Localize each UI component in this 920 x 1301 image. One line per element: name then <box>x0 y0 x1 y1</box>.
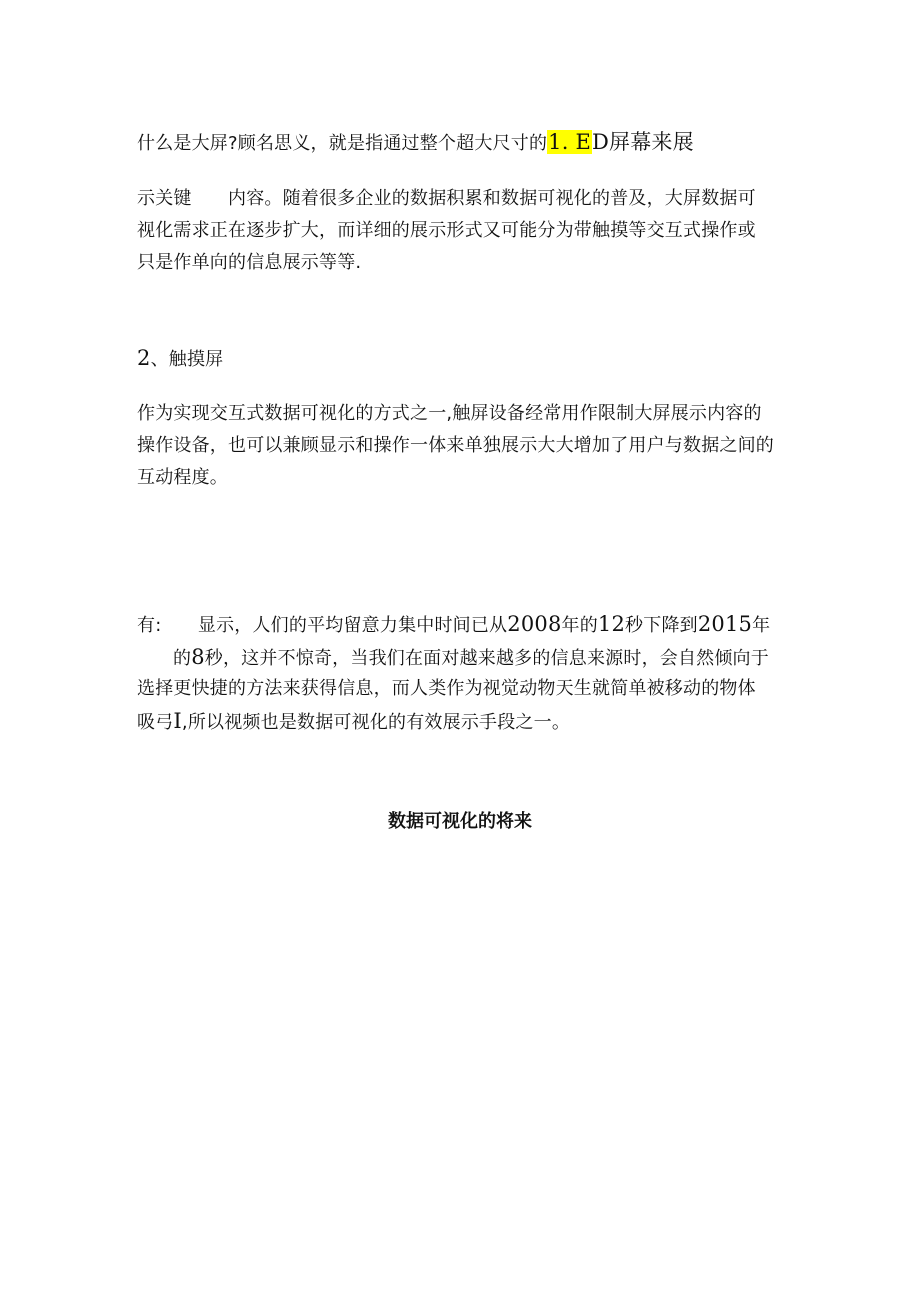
paragraph3-seconds-12: 12 <box>597 612 626 636</box>
paragraph1-line1-led-tail: D屏幕来展 <box>592 130 694 154</box>
section2-heading-text: 、触摸屏 <box>150 349 224 370</box>
highlighted-led-text: 1. E <box>548 130 591 154</box>
paragraph1-line1-text: 什么是大屏?顾名思义，就是指通过整个超大尺寸的 <box>137 133 548 154</box>
paragraph2-line1: 作为实现交互式数据可视化的方式之一,触屏设备经常用作限制大屏展示内容的 <box>137 403 762 424</box>
paragraph3-line4 <box>137 709 570 735</box>
paragraph2-line3: 互动程度。 <box>137 467 228 488</box>
paragraph3-seconds-8: 8 <box>191 645 205 669</box>
paragraph3-line4-text-a: 吸弓 <box>137 712 174 733</box>
paragraph1-line2: 示关键 内容。随着很多企业的数据积累和数据可视化的普及，大屏数据可 <box>137 188 756 209</box>
paragraph3-year-2015: 2015 <box>697 612 753 636</box>
paragraph3-line1-text-d: 年 <box>752 615 771 636</box>
paragraph3-line2-text-b: 秒，这并不惊奇，当我们在面对越来越多的信息来源时，会自然倾向于 <box>204 648 769 669</box>
paragraph3-line2 <box>173 645 769 671</box>
paragraph3-line4-text-b: ,所以视频也是数据可视化的有效展示手段之一。 <box>181 712 571 733</box>
paragraph1-line1 <box>137 130 694 156</box>
paragraph2-line2: 操作设备，也可以兼顾显示和操作一体来单独展示大大增加了用户与数据之间的 <box>137 435 774 456</box>
section2-number: 2 <box>137 346 151 370</box>
section-title: 数据可视化的将来 <box>388 811 532 832</box>
section2-heading <box>137 346 223 372</box>
paragraph3-line1-text-b: 年的 <box>561 615 598 636</box>
paragraph1-line4: 只是作单向的信息展示等等. <box>137 252 362 273</box>
paragraph3-line2-text-a: 的 <box>173 648 192 669</box>
paragraph3-line1-text-a: 有: 显示，人们的平均留意力集中时间已从 <box>137 615 508 636</box>
paragraph3-line3: 选择更快捷的方法来获得信息，而人类作为视觉动物天生就简单被移动的物体 <box>137 678 756 699</box>
paragraph3-line4-mark: I <box>173 709 182 733</box>
paragraph3-line1-text-c: 秒下降到 <box>625 615 698 636</box>
paragraph3-line1 <box>137 612 770 638</box>
paragraph3-year-2008: 2008 <box>507 612 562 636</box>
paragraph1-line3: 视化需求正在逐步扩大，而详细的展示形式又可能分为带触摸等交互式操作或 <box>137 220 756 241</box>
